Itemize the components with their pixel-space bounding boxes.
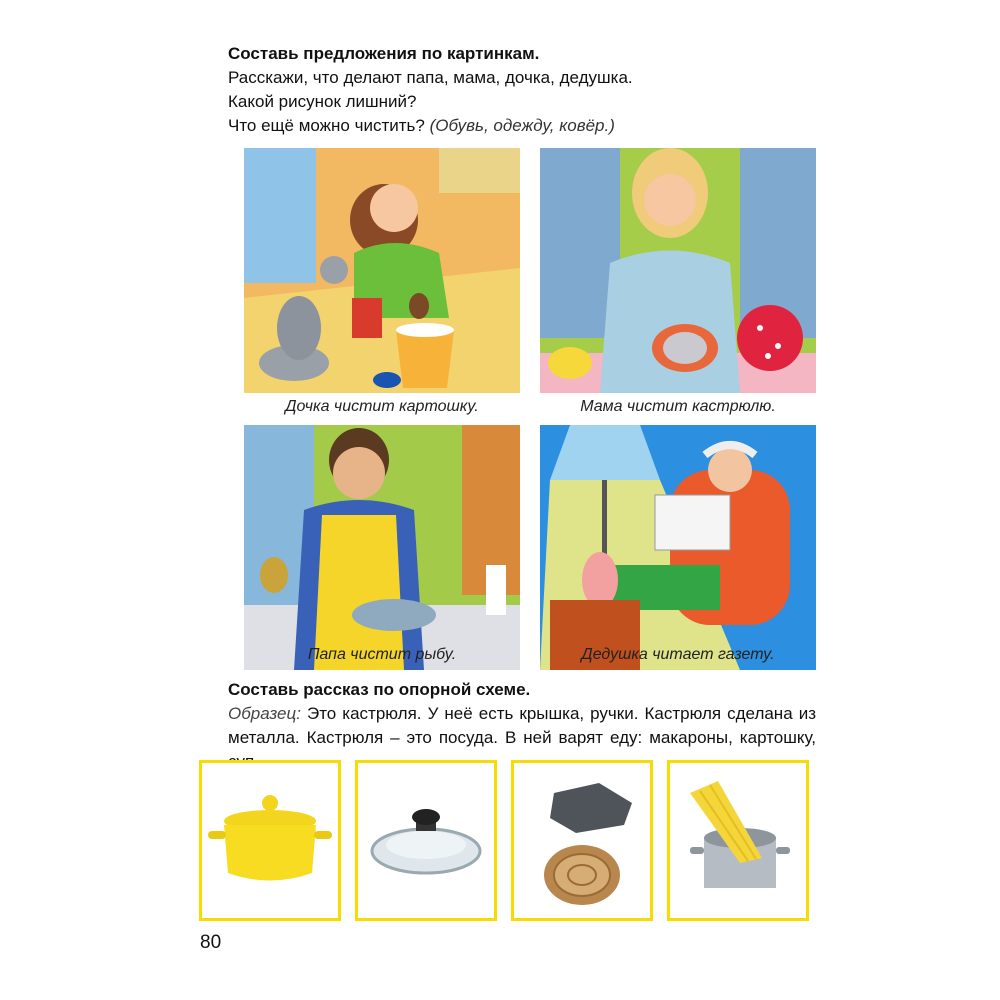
sample-text: Это кастрюля. У неё есть крышка, ручки. Кастрюля сделана из металла. Кастрюля – это посуда. В ней варят еду: макароны, картошку,: [228, 704, 816, 747]
card-glass-lid: [355, 760, 497, 921]
card-yellow-pot: [199, 760, 341, 921]
yellow-pot-icon: [202, 763, 338, 918]
instructions-hint: (Обувь, одежду, ковёр.): [429, 116, 615, 135]
scene-caption-3: Папа чистит рыбу.: [307, 646, 457, 663]
girl-peeling-potato-illustration: [244, 148, 520, 393]
glass-lid-icon: [358, 763, 494, 918]
page-number: 80: [200, 932, 222, 953]
instructions-line-2: Какой рисунок лишний?: [228, 92, 417, 111]
scene-caption-4: Дедушка читает газету.: [581, 646, 775, 663]
instructions-line-1: Расскажи, что делают папа, мама, дочка, дедушка.: [228, 68, 633, 87]
grandfather-reading-newspaper-illustration: [540, 425, 816, 670]
pasta-in-pot-icon: [670, 763, 806, 918]
instructions-question: Что ещё можно чистить?: [228, 116, 425, 135]
sample-label: Образец:: [228, 704, 301, 723]
mother-cleaning-pot-illustration: [540, 148, 816, 393]
card-pasta-in-pot: [667, 760, 809, 921]
instructions-block: [228, 42, 633, 138]
instructions-heading: Составь предложения по картинкам.: [228, 44, 540, 63]
card-stone-and-wood: [511, 760, 653, 921]
stone-and-wood-icon: [514, 763, 650, 918]
scene-caption-1: Дочка чистит картошку.: [285, 398, 479, 415]
instructions-line-3: [228, 114, 633, 138]
father-cleaning-fish-illustration: [244, 425, 520, 670]
story-heading: Составь рассказ по опорной схеме.: [228, 680, 531, 699]
scene-caption-2: Мама чистит кастрюлю.: [580, 398, 776, 415]
